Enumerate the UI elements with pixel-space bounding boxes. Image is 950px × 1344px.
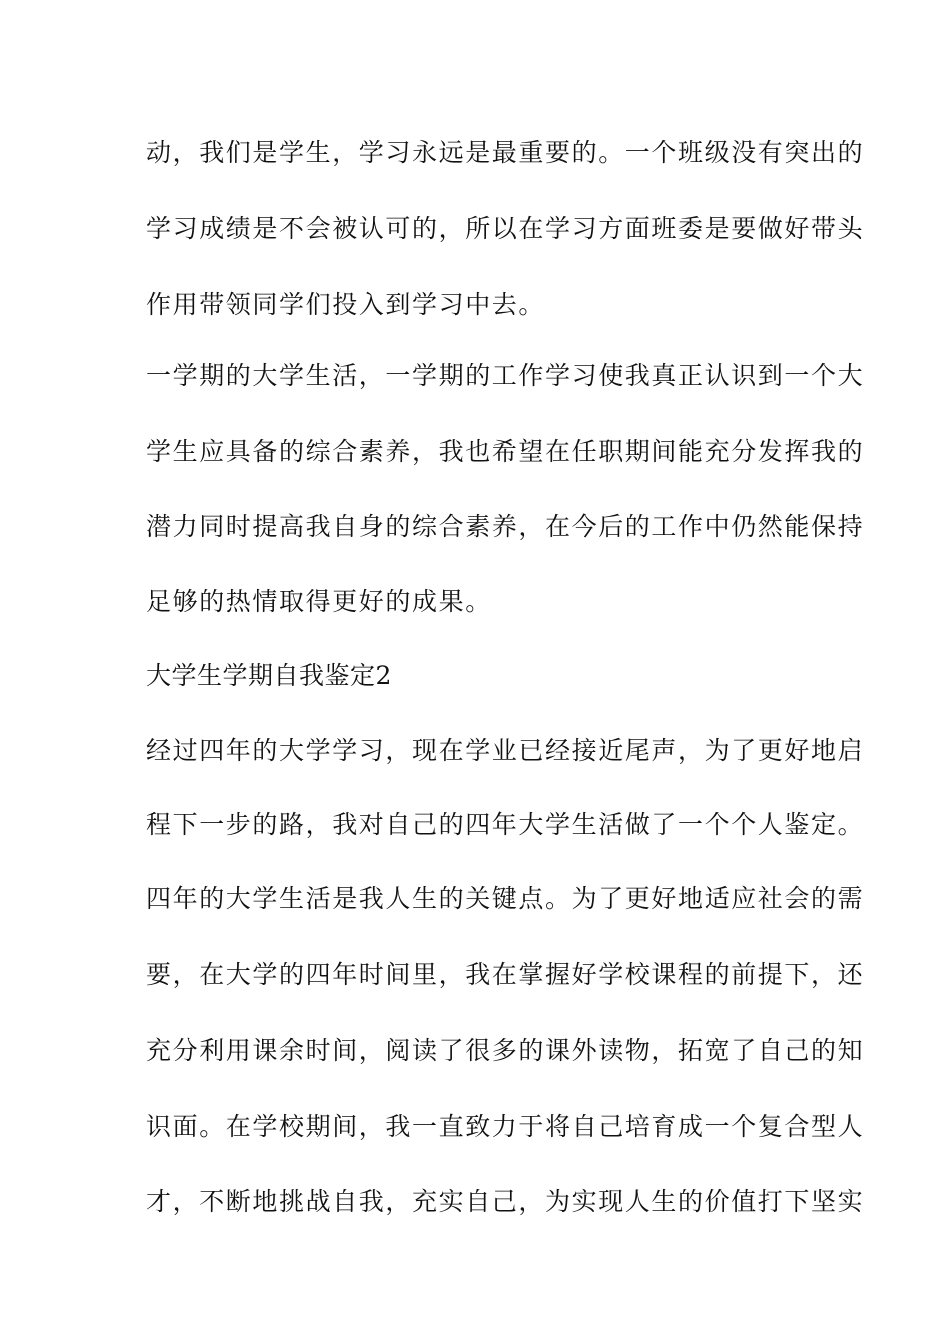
paragraph-line: 足够的热情取得更好的成果。 [146,587,492,616]
paragraph-line: 动，我们是学生，学习永远是最重要的。一个班级没有突出的 [146,138,865,167]
section-heading: 大学生学期自我鉴定2 [146,661,392,690]
paragraph-line: 识面。在学校期间，我一直致力于将自己培育成一个复合型人 [146,1112,865,1141]
paragraph-line: 经过四年的大学学习，现在学业已经接近尾声，为了更好地启 [146,736,865,765]
paragraph-line: 学生应具备的综合素养，我也希望在任职期间能充分发挥我的 [146,437,865,466]
paragraph-line: 学习成绩是不会被认可的，所以在学习方面班委是要做好带头 [146,214,865,243]
paragraph-line: 充分利用课余时间，阅读了很多的课外读物，拓宽了自己的知 [146,1036,865,1065]
paragraph-line: 才，不断地挑战自我，充实自己，为实现人生的价值打下坚实 [146,1187,865,1216]
paragraph-line: 作用带领同学们投入到学习中去。 [146,290,546,319]
paragraph-line: 四年的大学生活是我人生的关键点。为了更好地适应社会的需 [146,884,865,913]
paragraph-line: 一学期的大学生活，一学期的工作学习使我真正认识到一个大 [146,361,865,390]
paragraph-line: 程下一步的路，我对自己的四年大学生活做了一个个人鉴定。 [146,810,865,839]
paragraph-line: 潜力同时提高我自身的综合素养，在今后的工作中仍然能保持 [146,512,865,541]
paragraph-line: 要，在大学的四年时间里，我在掌握好学校课程的前提下，还 [146,960,865,989]
